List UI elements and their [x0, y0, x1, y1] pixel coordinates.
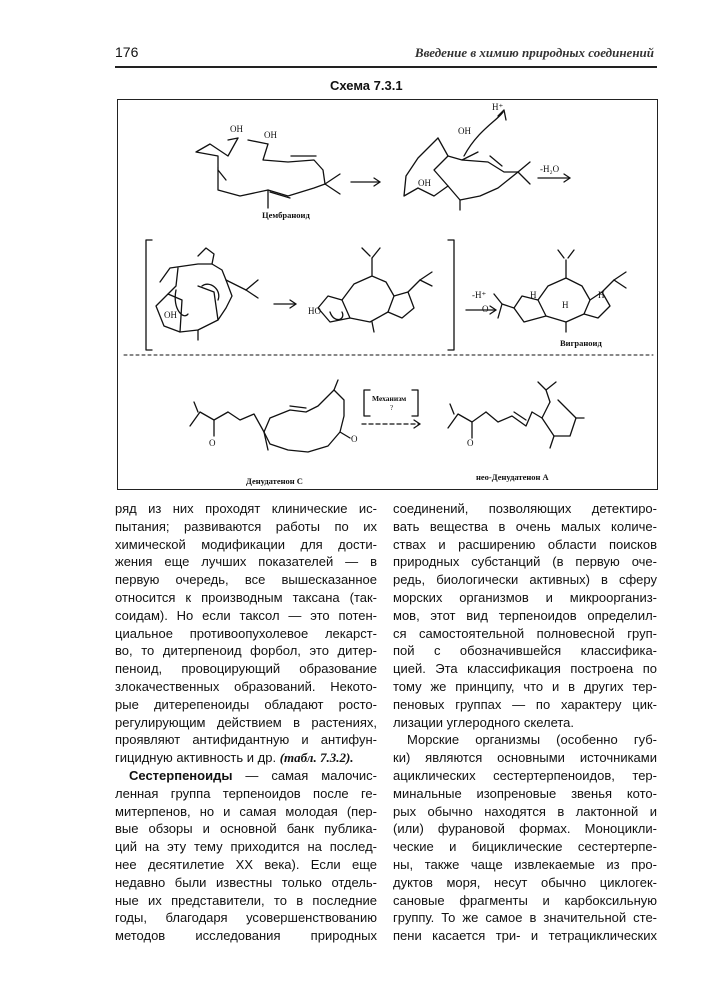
label-oh-2: OH	[264, 130, 277, 140]
text-line: годы, благодаря усовершенствованию	[115, 910, 377, 926]
text-line: пеновых группах — по характеру цик-	[393, 696, 657, 712]
text-line: Морские организмы (особенно губ-	[407, 732, 657, 748]
label-h-1: H	[530, 290, 537, 300]
label-h-plus-top: H⁺	[492, 102, 504, 112]
text-line: сановые фрагменты и карбоксильную	[393, 892, 657, 908]
label-o-4: O	[467, 438, 474, 448]
intermediate-structure-2	[156, 248, 258, 340]
text-line: пытания; развиваются работы по их	[115, 518, 377, 534]
text-line: недавно были известны только отдель-	[115, 874, 377, 890]
page-number: 176	[115, 44, 139, 60]
paragraph-head-line	[115, 767, 377, 785]
bracket-left	[146, 240, 152, 350]
cembranoid-structure	[196, 138, 340, 208]
text-line: рых обычно находятся в лактонной и	[393, 803, 657, 819]
right-column	[393, 500, 657, 945]
intermediate-structure-3	[318, 248, 432, 332]
text-line: нее десятилетие XX века). Если еще	[115, 856, 377, 872]
label-minus-water: -H₂O	[540, 164, 560, 174]
text-line: вые обзоры и основной банк публика-	[115, 821, 377, 837]
text-line: злокачественных образований. Некото-	[115, 678, 377, 694]
arrow-3	[274, 300, 296, 308]
text-line: тому же принципу, что и в других тер-	[393, 678, 657, 694]
arrow-2	[538, 174, 570, 182]
label-o-1: O	[482, 304, 489, 314]
text-line: ленная группа терпеноидов после ге-	[115, 785, 377, 801]
text-line: природных субстанций (в первую оче-	[393, 554, 657, 570]
text-line: мов, этот вид терпеноидов определил-	[393, 607, 657, 623]
scheme-title: Схема 7.3.1	[330, 78, 403, 93]
text-line: минальные изопреновые звенья кото-	[393, 785, 657, 801]
left-column	[115, 500, 377, 945]
text-line: ные их представители, то в последние	[115, 892, 377, 908]
text-line: ациклических сестертерпеноидов, тер-	[393, 767, 657, 783]
text-line: регулирующим действием в растениях,	[115, 714, 377, 730]
label-oh-5: OH	[164, 310, 177, 320]
text-line: пеноид, провоцирующий образование	[115, 661, 377, 677]
label-oh-1: OH	[230, 124, 243, 134]
text-line: проявляют антифидантную и антифун-	[115, 732, 377, 748]
viganoid-structure	[494, 250, 626, 332]
text-line: ряд из них проходят клинические ис-	[115, 501, 377, 516]
reaction-scheme	[117, 99, 658, 490]
label-mechanism: Механизм	[372, 394, 407, 403]
text-line: цией. Эта классификация построена по	[393, 661, 657, 677]
header-rule	[115, 66, 657, 68]
table-reference: (табл. 7.3.2).	[279, 750, 354, 766]
text-line: химической модификации для дости-	[115, 536, 377, 552]
intermediate-structure-1	[404, 110, 530, 210]
text-line: дуктов моря, несут обычно циклогек-	[393, 874, 657, 890]
text-line-with-ref	[115, 749, 377, 767]
label-cembranoid: Цембраноид	[262, 210, 310, 220]
text-line: жения еще лучших показателей — в	[115, 554, 377, 570]
arrow-1	[351, 178, 380, 186]
arrow-4	[466, 306, 496, 314]
label-h-2: H	[562, 300, 569, 310]
scheme-drawing	[118, 100, 659, 491]
label-viganoid: Виграноид	[560, 338, 602, 348]
text-line: морских организмов и микроорганиз-	[393, 589, 657, 605]
text-line: ций на эту тему приходится на послед-	[115, 839, 377, 855]
text-line: пой с обозначившейся классифика-	[393, 643, 657, 659]
text-line: рые дитерепеноиды обладают росто-	[115, 696, 377, 712]
label-oh-4: OH	[418, 178, 431, 188]
label-h-3: H	[598, 290, 605, 300]
text-line: митерпенов, но и самая молодая (пер-	[115, 803, 377, 819]
label-question: ?	[390, 404, 394, 412]
label-minus-h-plus: -H⁺	[472, 290, 487, 300]
text-line: лизации углеродного скелета.	[393, 714, 575, 730]
label-denudatenone-c: Денудатенон С	[246, 476, 303, 486]
text-line: соидам). Но если таксол — это потен-	[115, 607, 377, 623]
text-fragment: гицидную активность и др.	[115, 750, 280, 766]
section-term: Сестерпеноиды	[129, 767, 233, 783]
text-line: редь, биологически активных) в сферу	[393, 572, 657, 588]
text-line: методов исследования природных	[115, 928, 377, 944]
text-line: (или) фурановой формах. Моноцикли-	[393, 821, 657, 837]
text-line: группу. То же самое в значительной сте-	[393, 910, 657, 926]
text-line: ствах и расширению области поисков	[393, 536, 657, 552]
text-line: ки) являются основными источниками	[393, 750, 657, 766]
label-oh-3: OH	[458, 126, 471, 136]
label-ho: HO	[308, 306, 321, 316]
text-line: относится к производным таксана (так-	[115, 589, 377, 605]
bracket-right	[448, 240, 454, 350]
text-line: ческие и бициклические сестертерпе-	[393, 839, 657, 855]
text-line: соединений, позволяющих детектиро-	[393, 501, 657, 516]
text-line: первую очередь, все вышесказанное	[115, 572, 377, 588]
text-line: циальное противоопухолевое лекарст-	[115, 625, 377, 641]
text-fragment: — самая малочис-	[232, 767, 377, 783]
text-line: ны, также чаще извлекаемые из про-	[393, 856, 657, 872]
label-o-3: O	[351, 434, 358, 444]
text-line: вать вещества в очень малых количе-	[393, 518, 657, 534]
running-title: Введение в химию природных соединений	[414, 45, 654, 60]
text-line: ся самостоятельной полновесной груп-	[393, 625, 657, 641]
label-o-2: O	[209, 438, 216, 448]
text-line: во, то дитерпеноид форбол, это дитер-	[115, 643, 377, 659]
text-line: пени касается три- и тетрациклических	[393, 928, 657, 944]
label-neo-denudatenone-a: нео-Денудатенон А	[476, 472, 549, 482]
